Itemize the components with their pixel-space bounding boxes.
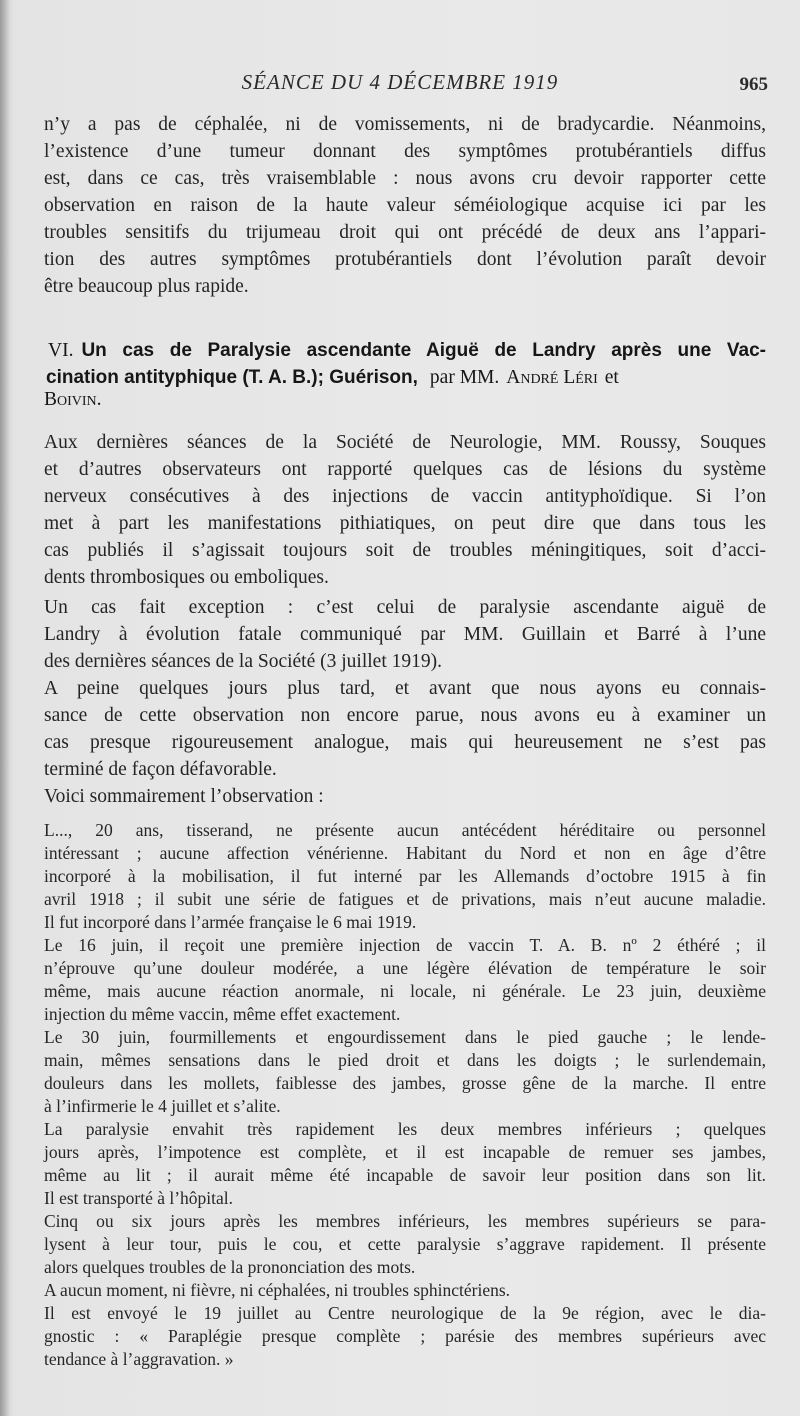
intro-line: l’existence d’une tumeur donnant des symptômes protubérantiels diffus xyxy=(44,141,766,162)
body-line: cas presque rigoureusement analogue, mais qui heureusement ne s’est pas xyxy=(44,732,766,753)
observation-line: avril 1918 ; il subit une série de fatigues et de privations, mais n’eut aucune maladie. xyxy=(44,889,766,909)
observation-line: Cinq ou six jours après les membres inférieurs, les membres supérieurs se para- xyxy=(44,1211,766,1231)
body-line: A peine quelques jours plus tard, et avant que nous ayons eu connais- xyxy=(44,678,766,699)
body-line: cas publiés il s’agissait toujours soit de troubles méningitiques, soit d’acci- xyxy=(44,540,766,561)
observation-line: Il est envoyé le 19 juillet au Centre neurologique de la 9e région, avec le dia- xyxy=(44,1303,766,1323)
intro-line: observation en raison de la haute valeur séméiologique acquise ici par les xyxy=(44,195,766,216)
body-line: sance de cette observation non encore parue, nous avons eu à examiner un xyxy=(44,705,766,726)
page-number: 965 xyxy=(739,74,768,95)
body-line: Voici sommairement l’observation : xyxy=(44,786,324,807)
author-name: Boivin. xyxy=(44,389,102,410)
observation-line: à l’infirmerie le 4 juillet et s’alite. xyxy=(44,1096,281,1116)
observation-line: même, mais aucune réaction anormale, ni locale, ni générale. Le 23 juin, deuxième xyxy=(44,981,766,1001)
byline-prefix: par MM. xyxy=(429,367,500,388)
observation-line: Le 30 juin, fourmillements et engourdissement dans le pied gauche ; le lende- xyxy=(44,1027,766,1047)
observation-line: L..., 20 ans, tisserand, ne présente aucun antécédent héréditaire ou personnel xyxy=(44,820,766,840)
body-line: Un cas fait exception : c’est celui de paralysie ascendante aiguë de xyxy=(44,597,766,618)
observation-line: gnostic : « Paraplégie presque complète ; parésie des membres supérieurs avec xyxy=(44,1326,766,1346)
observation-line: incorporé à la mobilisation, il fut interné par les Allemands d’octobre 1915 à fin xyxy=(44,866,766,886)
section-title: Un cas de Paralysie ascendante Aiguë de Landry après une Vac- xyxy=(81,340,766,361)
observation-line: A aucun moment, ni fièvre, ni céphalées, ni troubles sphinctériens. xyxy=(44,1280,511,1300)
section-title-continued: cination antityphique (T. A. B.); Guérison, xyxy=(46,367,418,388)
intro-line: est, dans ce cas, très vraisemblable : nous avons cru devoir rapporter cette xyxy=(44,168,766,189)
body-line: dents thrombosiques ou emboliques. xyxy=(44,567,329,588)
observation-line: lysent à leur tour, puis le cou, et cette paralysie s’aggrave rapidement. Il présente xyxy=(44,1234,766,1254)
section-heading-line xyxy=(46,367,766,389)
author-name: André Léri xyxy=(506,367,598,388)
intro-line: être beaucoup plus rapide. xyxy=(44,276,249,297)
observation-line: La paralysie envahit très rapidement les deux membres inférieurs ; quelques xyxy=(44,1119,766,1139)
body-line: Landry à évolution fatale communiqué par MM. Guillain et Barré à l’une xyxy=(44,624,766,645)
observation-line: tendance à l’aggravation. » xyxy=(44,1349,234,1369)
body-line: met à part les manifestations pithiatiques, on peut dire que dans tous les xyxy=(44,513,766,534)
observation-line: Le 16 juin, il reçoit une première injection de vaccin T. A. B. nº 2 éthéré ; il xyxy=(44,935,766,955)
observation-line: même au lit ; il aurait même été incapable de savoir leur position dans son lit. xyxy=(44,1165,766,1185)
observation-line: main, mêmes sensations dans le pied droit et dans les doigts ; le surlendemain, xyxy=(44,1050,766,1070)
section-numeral: VI. xyxy=(48,340,74,361)
section-heading-line xyxy=(48,340,766,362)
running-title: SÉANCE DU 4 DÉCEMBRE 1919 xyxy=(241,70,559,94)
body-line: et d’autres observateurs ont rapporté quelques cas de lésions du système xyxy=(44,459,766,480)
intro-line: tion des autres symptômes protubérantiels dont l’évolution paraît devoir xyxy=(44,249,766,270)
observation-line: intéressant ; aucune affection vénérienne. Habitant du Nord et non en âge d’être xyxy=(44,843,766,863)
observation-line: douleurs dans les mollets, faiblesse des jambes, grosse gêne de la marche. Il entre xyxy=(44,1073,766,1093)
body-line: nerveux consécutives à des injections de vaccin antityphoïdique. Si l’on xyxy=(44,486,766,507)
observation-line: Il fut incorporé dans l’armée française le 6 mai 1919. xyxy=(44,912,417,932)
intro-line: n’y a pas de céphalée, ni de vomissements, ni de bradycardie. Néanmoins, xyxy=(44,114,766,135)
body-line: des dernières séances de la Société (3 juillet 1919). xyxy=(44,651,442,672)
observation-line: alors quelques troubles de la prononciation des mots. xyxy=(44,1257,416,1277)
byline-conjunction: et xyxy=(604,367,619,388)
observation-line: jours après, l’impotence est complète, et il est incapable de remuer ses jambes, xyxy=(44,1142,766,1162)
body-line: terminé de façon défavorable. xyxy=(44,759,277,780)
intro-line: troubles sensitifs du trijumeau droit qui ont précédé de deux ans l’appari- xyxy=(44,222,766,243)
body-line: Aux dernières séances de la Société de Neurologie, MM. Roussy, Souques xyxy=(44,432,766,453)
observation-line: injection du même vaccin, même effet exactement. xyxy=(44,1004,401,1024)
observation-line: n’éprouve qu’une douleur modérée, a une légère élévation de température le soir xyxy=(44,958,766,978)
observation-line: Il est transporté à l’hôpital. xyxy=(44,1188,234,1208)
page-edge-shadow xyxy=(0,0,10,1416)
